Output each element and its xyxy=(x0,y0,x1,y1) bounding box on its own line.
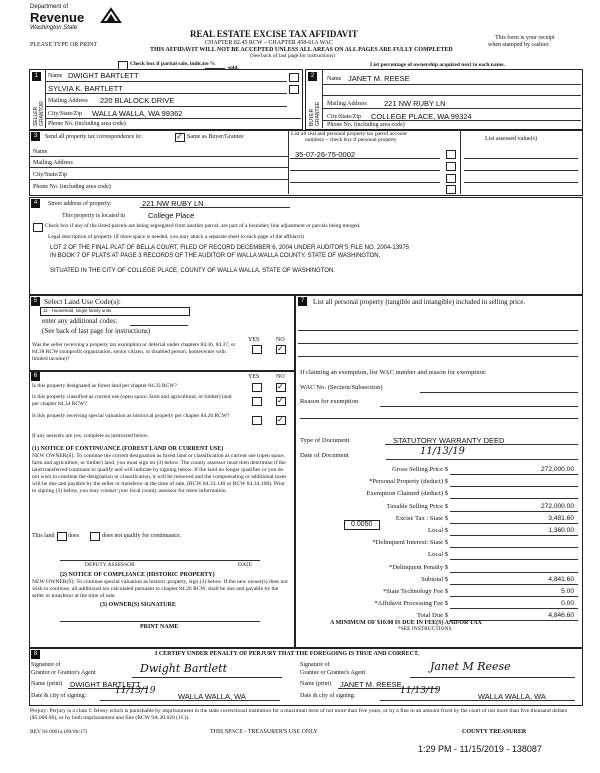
parcel-number[interactable]: 35-07-26-75-0002 xyxy=(295,150,356,159)
local-rate-box[interactable] xyxy=(344,520,380,530)
grantor-signature[interactable]: Dwight Bartlett xyxy=(140,662,227,675)
correspondence-label: Send all property tax correspondence to: xyxy=(45,134,143,140)
perjury-note: Perjury: Perjury is a class C felony which is punishable by imprisonment in the state correctional institution for a maximum term of not more than five years, or by a fine in an amount fixed by the court of not more than five thousand dollars ($5,000.00), or by both imprisonment and fine (RCW 9A.20.020 (1C)). xyxy=(30,708,568,721)
buyer-side-label: BUYER GRANTEE xyxy=(309,101,321,126)
doc-date[interactable]: 11/13/19 xyxy=(420,446,465,457)
tax-row-label: Local $ xyxy=(428,527,448,534)
exemption-label: If claiming an exemption, list WAC number and reason for exemption: xyxy=(300,369,487,376)
additional-codes-label: enter any additional codes: xyxy=(42,317,118,325)
legal-line-3[interactable]: SITUATED IN THE CITY OF COLLEGE PLACE, COUNTY OF WALLA WALLA, STATE OF WASHINGTON. xyxy=(50,268,335,274)
section-2-number: 2 xyxy=(308,72,317,81)
grantor-sig-label-1: Signature of xyxy=(31,662,61,668)
partial-sale-label: Check box if partial sale, indicate % xyxy=(130,61,216,67)
print-note: PLEASE TYPE OR PRINT xyxy=(30,42,98,48)
tax-row-label: Exemption Claimed (deduct) $ xyxy=(366,490,448,497)
corr-phone-label: Phone No. (including area code) xyxy=(33,184,111,190)
s6-q3-yes[interactable] xyxy=(252,416,262,425)
seller-name-2[interactable]: SYLVIA K. BARTLETT xyxy=(48,84,123,93)
print-name-label: PRINT NAME xyxy=(140,624,179,630)
land-does-not-checkbox[interactable] xyxy=(90,532,100,541)
grantor-city[interactable]: WALLA WALLA, WA xyxy=(178,692,246,701)
tax-row-value[interactable]: 272,000.00 xyxy=(540,466,574,473)
s6-question-3: Is this property receiving special valuation as historical property per chapter 84.26 RCW? xyxy=(32,413,230,419)
grantor-name[interactable]: DWIGHT BARTLETT xyxy=(70,680,141,689)
logo-line-2: Revenue xyxy=(30,10,85,25)
parcel-header-2: numbers – check box if personal property xyxy=(305,137,397,143)
any-yes-note: If any answers are yes, complete as instructed below. xyxy=(32,433,149,439)
tax-row-label: *Personal Property (deduct) $ xyxy=(369,478,448,485)
corr-name-label: Name xyxy=(33,149,48,155)
parcel-pp-checkbox-2[interactable] xyxy=(446,162,456,171)
street-label: Street address of property: xyxy=(48,201,112,207)
located-label: This property is located in xyxy=(62,213,125,219)
seller-name-label: Name xyxy=(48,73,63,79)
doc-date-label: Date of Document xyxy=(300,452,349,459)
segregation-label: Check box if any of the listed parcels are being segregated from another parcel, are part of a boundary line adjustment or parcels being merged. xyxy=(45,223,361,229)
located-city[interactable]: College Place xyxy=(148,211,195,220)
logo-line-3: Washington State xyxy=(30,25,78,31)
form-chapter: CHAPTER 82.45 RCW – CHAPTER 458-61A WAC xyxy=(205,40,333,46)
form-title: REAL ESTATE EXCISE TAX AFFIDAVIT xyxy=(190,29,358,39)
doc-type[interactable]: STATUTORY WARRANTY DEED xyxy=(393,436,505,445)
recording-stamp: 1:29 PM - 11/15/2019 - 138087 xyxy=(418,744,542,754)
tax-row-value[interactable]: 272,000.00 xyxy=(540,503,574,510)
s5-no-header: NO xyxy=(276,337,285,343)
land-use-code: 11 - Household, single family units xyxy=(43,308,112,313)
corr-city-label: City/State/Zip xyxy=(33,172,67,178)
s6-no-header: NO xyxy=(276,374,285,380)
logo-line-1: Department of xyxy=(30,4,69,10)
parcel-pp-checkbox-4[interactable] xyxy=(446,185,456,194)
dor-logo xyxy=(30,4,140,38)
s5-q1-no[interactable] xyxy=(276,345,286,354)
grantor-date[interactable]: 11/13/19 xyxy=(115,686,156,696)
form-see-back: (See back of last page for instructions) xyxy=(250,53,335,59)
form-number: REV 84 0001a (09/06/17) xyxy=(30,729,88,735)
tax-row-label: Total Due $ xyxy=(416,612,448,619)
buyer-mailing-label: Mailing Address xyxy=(327,101,367,107)
tax-row-label: Gross Selling Price $ xyxy=(392,466,448,473)
grantee-name-label: Name (print) xyxy=(300,681,332,687)
logo-mark-icon xyxy=(100,6,122,24)
tax-row-label: *Affidavit Processing Fee $ xyxy=(374,600,448,607)
s6-q1-no[interactable] xyxy=(276,383,286,392)
grantee-sig-label-2: Grantee or Grantee's Agent xyxy=(300,670,366,676)
legal-line-1[interactable]: LOT 2 OF THE FINAL PLAT OF BELLA COURT, FILED OF RECORD DECEMBER 6, 2004 UNDER AUDITOR'S FILE NO. 2004-13975 xyxy=(50,245,410,251)
tax-row-label: Taxable Selling Price $ xyxy=(386,503,448,510)
seller-mailing-label: Mailing Address xyxy=(48,98,88,104)
seller-mailing[interactable]: 220 BLALOCK DRIVE xyxy=(100,96,175,105)
grantor-sig-label-2: Grantor or Grantor's Agent xyxy=(31,670,96,676)
section-6-number: 6 xyxy=(31,372,40,381)
s6-q3-no[interactable] xyxy=(276,416,286,425)
buyer-name-label: Name xyxy=(327,76,342,82)
legal-line-2[interactable]: IN BOOK 7 OF PLATS AT PAGE 3 RECORDS OF THE AUDITOR OF WALLA WALLA COUNTY, STATE OF WASHINGTON. xyxy=(50,253,381,259)
does-not-label: does not qualify for continuance. xyxy=(102,533,182,539)
buyer-phone-label: Phone No. (including area code) xyxy=(327,122,405,128)
county-treasurer: COUNTY TREASURER xyxy=(462,729,527,735)
minimum-note-2: *SEE INSTRUCTIONS xyxy=(398,626,452,632)
tax-row-label: *Delinquent Penalty $ xyxy=(389,564,448,571)
tax-row-value[interactable]: 3,481.60 xyxy=(548,515,574,522)
s5-question-1: Was the seller receiving a property tax exemption or deferral under chapters 84.36, 84.37, or 84.38 RCW (nonprofit organization, senior citizen, or disabled person, homeowner with limited income)? xyxy=(32,342,236,362)
seller-city[interactable]: WALLA WALLA, WA 99362 xyxy=(92,109,183,118)
does-label: does xyxy=(68,533,79,539)
tax-row-label: *Delinquent Interest: State $ xyxy=(372,539,448,546)
tax-row-value[interactable]: 4,841.60 xyxy=(548,576,574,583)
tax-row-value[interactable]: 5.00 xyxy=(561,588,574,595)
s6-yes-header: YES xyxy=(248,374,260,380)
historic-text: NEW OWNER(S): To continue special valuation as historic property, sign (3) below. If the new owner(s) does not wish to continue, all additional tax calculated pursuant to chapter 84.26 RCW, shall be due and payable by the seller or transferor at the time of sale. xyxy=(32,579,288,599)
land-does-label: This land xyxy=(32,533,55,539)
section-3-number: 3 xyxy=(31,132,40,141)
grantee-date[interactable]: 11/13/19 xyxy=(400,686,441,696)
deputy-assessor-label: DEPUTY ASSESSOR xyxy=(85,562,135,568)
grantor-name-label: Name (print) xyxy=(31,681,63,687)
seller-phone-label: Phone No. (including area code) xyxy=(48,121,126,127)
grantee-date-label: Date & city of signing: xyxy=(300,693,356,699)
tax-row-value[interactable]: 1,360.00 xyxy=(548,527,574,534)
certify-text: I CERTIFY UNDER PENALTY OF PERJURY THAT THE FOREGOING IS TRUE AND CORRECT. xyxy=(155,651,420,657)
historic-title: (2) NOTICE OF COMPLIANCE (HISTORIC PROPERTY) xyxy=(60,572,215,578)
tax-row-value[interactable]: 4,846.60 xyxy=(548,612,574,619)
form-warning: THIS AFFIDAVIT WILL NOT BE ACCEPTED UNLESS ALL AREAS ON ALL PAGES ARE FULLY COMPLETED xyxy=(150,47,453,53)
segregation-checkbox[interactable] xyxy=(33,223,43,232)
buyer-name-1[interactable]: JANET M. REESE xyxy=(348,74,410,83)
sold-label: sold. xyxy=(228,65,239,71)
section-4-number: 4 xyxy=(31,199,40,208)
treasurer-space: THIS SPACE - TREASURER'S USE ONLY xyxy=(210,729,318,735)
personal-property-label: List all personal property (tangible and intangible) included in selling price. xyxy=(313,298,526,306)
land-does-checkbox[interactable] xyxy=(57,532,67,541)
grantee-name[interactable]: JANET M. REESE xyxy=(340,680,402,689)
s5-yes-header: YES xyxy=(248,337,260,343)
buyer-city-label: City/State/Zip xyxy=(327,114,361,120)
tax-row-label: Subtotal $ xyxy=(421,576,448,583)
legal-label: Legal description of property (if more space is needed, you may attach a separate sheet to each page of the affidavit) xyxy=(48,234,304,240)
grantee-city[interactable]: WALLA WALLA, WA xyxy=(478,692,546,701)
s6-q1-yes[interactable] xyxy=(252,383,262,392)
reason-label: Reason for exemption xyxy=(300,398,359,405)
buyer-mailing[interactable]: 221 NW RUBY LN xyxy=(384,99,446,108)
minimum-note-1: A MINIMUM OF $10.00 IS DUE IN FEE(S) AND/OR TAX xyxy=(330,620,482,626)
ownership-note: List percentage of ownership acquired next to each name. xyxy=(370,62,505,68)
land-use-select[interactable] xyxy=(40,307,190,316)
buyer-city[interactable]: COLLEGE PLACE, WA 99324 xyxy=(371,112,472,121)
continuance-title: (1) NOTICE OF CONTINUANCE (FOREST LAND OR CURRENT USE) xyxy=(32,446,224,452)
seller-pct-box-2[interactable] xyxy=(289,85,299,94)
local-rate: 0.0050 xyxy=(351,521,373,528)
wac-label: WAC No. (Section/Subsection) xyxy=(300,384,383,391)
parcel-pp-checkbox-1[interactable] xyxy=(446,150,456,159)
s6-q2-no[interactable] xyxy=(276,397,286,406)
continuance-text: NEW OWNER(S): To continue the current designation as forest land or classification as current use (open space, farm and agriculture, or timber) land, you must sign on (3) below. The county assessor must then determine if the land transferred continues to qualify and will indicate by signing below. If the land no longer qualifies or you do not wish to continue the designation or classification, it will be removed and the compensating or additional taxes will be due and payable by the seller or transferor at the time of sale. (RCW 84.33.140 or RCW 84.34.108). Prior to signing (3) below, you may contact your local county assessor for more information. xyxy=(32,453,287,494)
seller-name-1[interactable]: DWIGHT BARTLETT xyxy=(68,71,139,80)
section-5-number: 5 xyxy=(31,297,40,306)
land-use-label: Select Land Use Code(s): xyxy=(44,297,121,306)
parcel-pp-checkbox-3[interactable] xyxy=(446,174,456,183)
same-as-buyer-checkbox[interactable] xyxy=(175,133,185,142)
deputy-date-label: DATE xyxy=(238,562,253,568)
parcel-header-1: List all real and personal property tax parcel account xyxy=(291,131,407,137)
receipt-note-1: This form is your receipt xyxy=(495,35,555,41)
receipt-note-2: when stamped by cashier. xyxy=(488,42,550,48)
tax-row-label: *State Technology Fee $ xyxy=(382,588,448,595)
grantee-signature[interactable]: Janet M Reese xyxy=(430,660,511,673)
tax-row-label: Excise Tax : State $ xyxy=(395,515,448,522)
s6-q2-yes[interactable] xyxy=(252,397,262,406)
section-8-number: 8 xyxy=(31,650,40,659)
assessed-header: List assessed value(s) xyxy=(485,136,537,142)
tax-row-label: Local $ xyxy=(428,551,448,558)
corr-mailing-label: Mailing Address xyxy=(33,160,73,166)
doc-type-label: Type of Document xyxy=(300,437,350,444)
seller-city-label: City/State/Zip xyxy=(48,111,82,117)
s6-question-2: Is this property classified as current use (open space, farm and agricultural, or timber) land per chapter 84.34 RCW? xyxy=(32,394,232,407)
s6-question-1: Is this property designated as forest land per chapter 84.33 RCW? xyxy=(32,383,177,389)
section-1-number: 1 xyxy=(32,72,41,81)
section-7-number: 7 xyxy=(298,297,307,306)
grantor-date-label: Date & city of signing: xyxy=(31,693,87,699)
seller-pct-box-1[interactable] xyxy=(289,73,299,82)
land-use-see-back: (See back of last page for instructions) xyxy=(42,327,151,335)
grantee-sig-label-1: Signature of xyxy=(300,662,330,668)
seller-side-label: SELLER GRANTOR xyxy=(33,101,45,126)
street-address[interactable]: 221 NW RUBY LN xyxy=(142,199,204,208)
same-as-buyer-label: Same as Buyer/Grantee xyxy=(187,134,244,140)
owner-signature-label: (3) OWNER(S) SIGNATURE xyxy=(100,602,176,608)
tax-row-value[interactable]: 0.00 xyxy=(561,600,574,607)
s5-q1-yes[interactable] xyxy=(252,345,262,354)
